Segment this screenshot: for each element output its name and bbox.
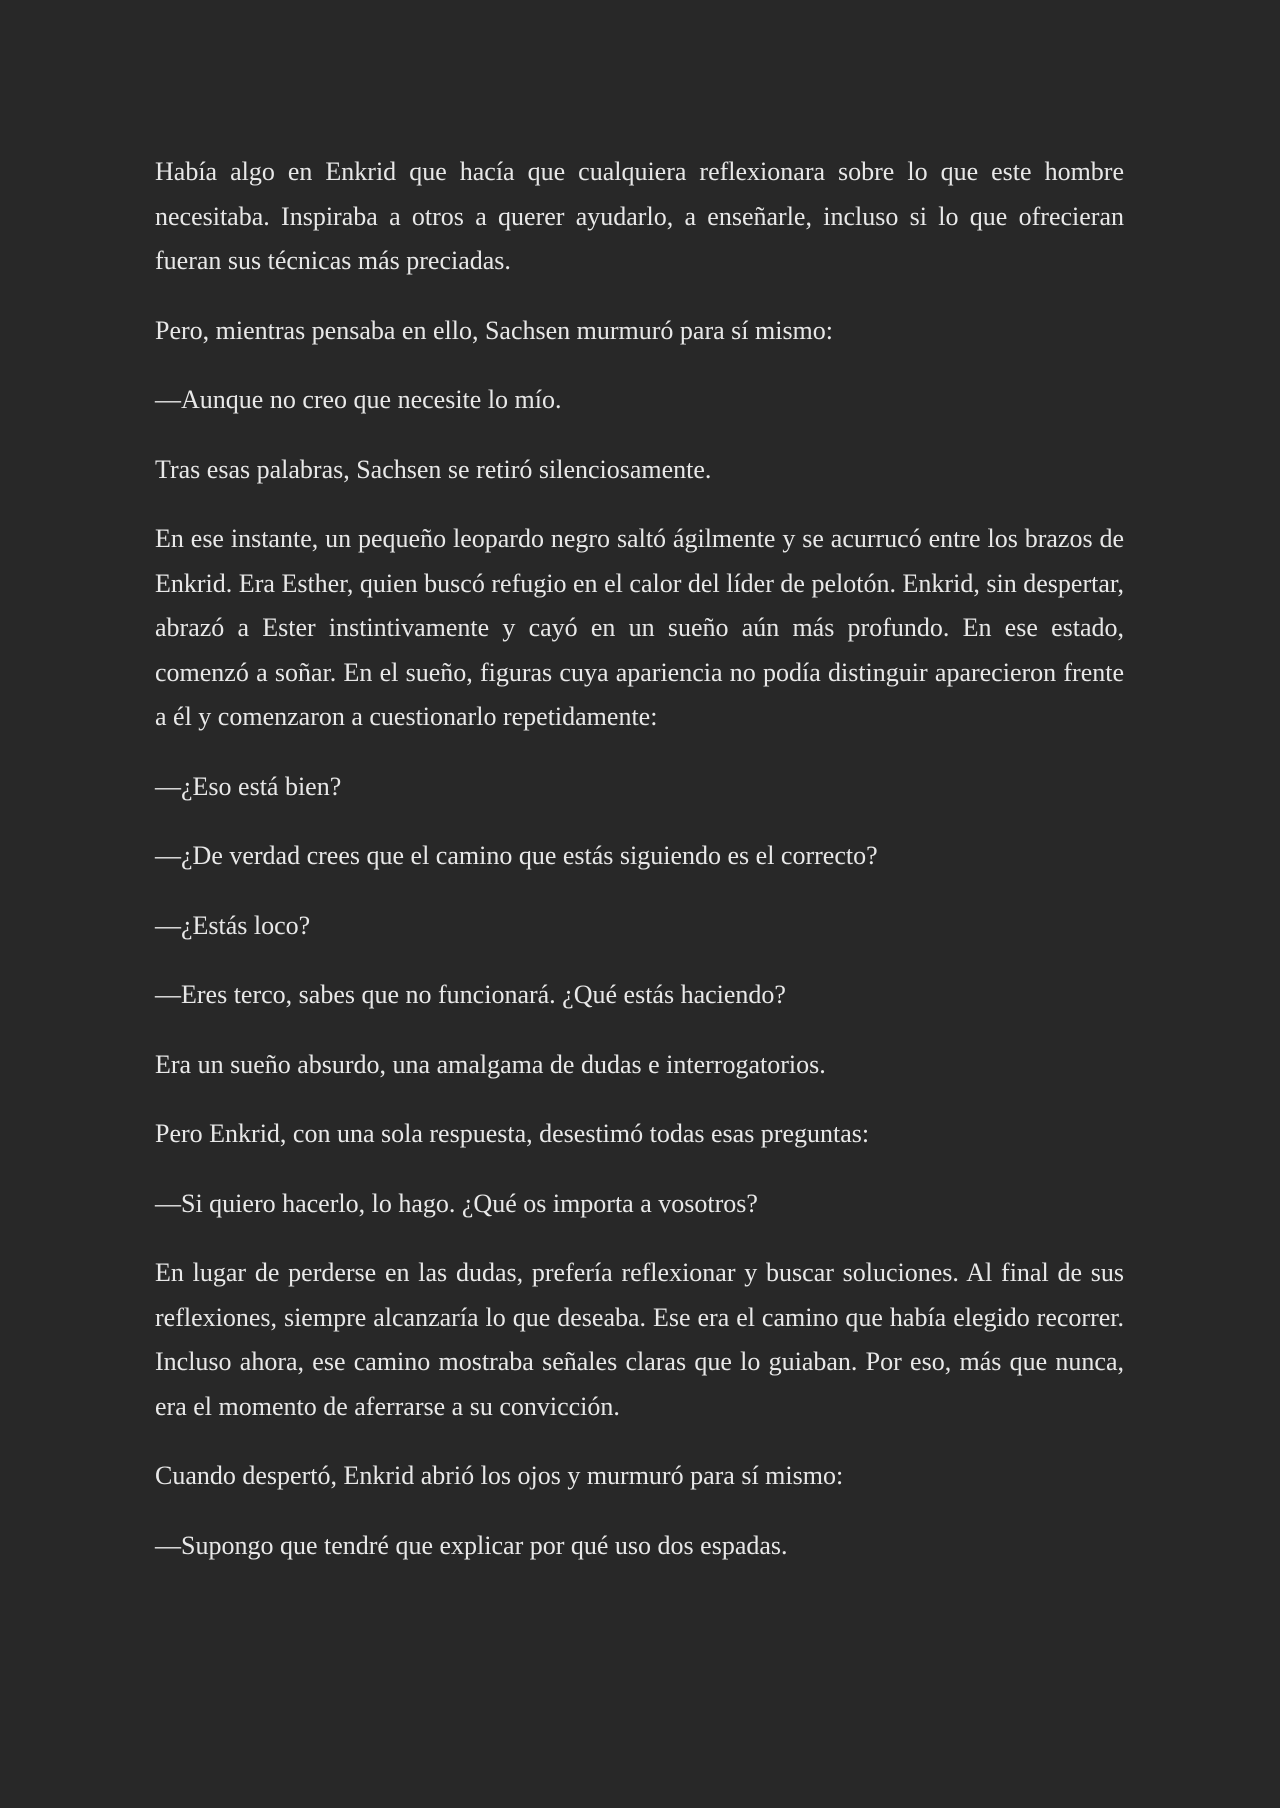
paragraph: Era un sueño absurdo, una amalgama de dudas e interrogatorios. xyxy=(155,1049,826,1079)
paragraph: Había algo en Enkrid que hacía que cualquiera reflexionara sobre lo que este hombre necesitaba. Inspiraba a otros a querer ayudarlo, a enseñarle, incluso si lo que ofrecieran fueran sus técnicas más preciadas. xyxy=(155,157,1124,275)
paragraph: —Eres terco, sabes que no funcionará. ¿Qué estás haciendo? xyxy=(155,980,786,1009)
paragraph: Pero, mientras pensaba en ello, Sachsen murmuró para sí mismo: xyxy=(155,315,834,345)
paragraph: —¿Eso está bien? xyxy=(155,771,342,801)
paragraph: En lugar de perderse en las dudas, prefería reflexionar y buscar soluciones. Al final de sus reflexiones, siempre alcanzaría lo que deseaba. Ese era el camino que había elegido recorrer. Incluso ahora, ese camino mostraba señales claras que lo guiaban. Por eso, más que nunca, era el momento de aferrarse a su convicción. xyxy=(155,1258,1124,1421)
paragraph: —Si quiero hacerlo, lo hago. ¿Qué os importa a vosotros? xyxy=(155,1188,758,1218)
paragraph: —¿Estás loco? xyxy=(155,910,311,940)
paragraph: Cuando despertó, Enkrid abrió los ojos y murmuró para sí mismo: xyxy=(155,1461,844,1490)
paragraph: —¿De verdad crees que el camino que estás siguiendo es el correcto? xyxy=(155,841,878,870)
paragraph: En ese instante, un pequeño leopardo negro saltó ágilmente y se acurrucó entre los brazos de Enkrid. Era Esther, quien buscó refugio en el calor del líder de pelotón. Enkrid, sin despertar, abrazó a Ester instintivamente y cayó en un sueño aún más profundo. En ese estado, comenzó a soñar. En el sueño, figuras cuya apariencia no podía distinguir aparecieron frente a él y comenzaron a cuestionarlo repetidamente: xyxy=(155,524,1124,731)
paragraph: —Supongo que tendré que explicar por qué uso dos espadas. xyxy=(155,1530,788,1560)
paragraph: Pero Enkrid, con una sola respuesta, desestimó todas esas preguntas: xyxy=(155,1119,870,1148)
paragraph: Tras esas palabras, Sachsen se retiró silenciosamente. xyxy=(155,454,712,484)
paragraph: —Aunque no creo que necesite lo mío. xyxy=(155,385,562,414)
chapter-text xyxy=(155,150,1124,1593)
